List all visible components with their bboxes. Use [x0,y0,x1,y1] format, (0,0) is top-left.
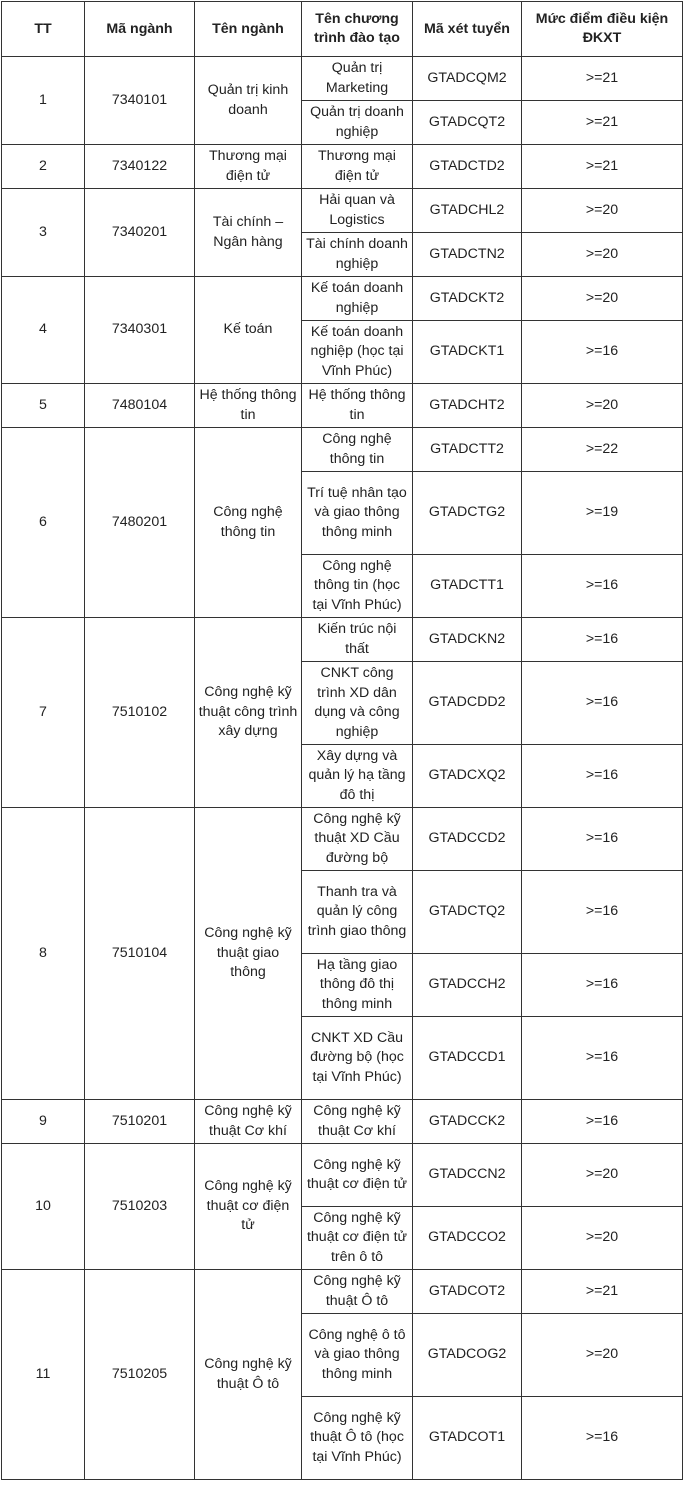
program-name: Công nghệ kỹ thuật XD Cầu đường bộ [302,808,413,871]
row-number: 11 [2,1270,85,1480]
admission-code: GTADCOT1 [413,1397,522,1480]
min-score: >=16 [522,618,683,662]
header-major-code: Mã ngành [85,2,195,57]
min-score: >=16 [522,1100,683,1144]
program-name: Hệ thống thông tin [302,384,413,428]
table-row [2,384,683,428]
admission-code: GTADCTT2 [413,428,522,472]
min-score: >=22 [522,428,683,472]
program-name: Tài chính doanh nghiệp [302,233,413,277]
admission-code: GTADCQM2 [413,57,522,101]
min-score: >=21 [522,1270,683,1314]
header-major-name: Tên ngành [195,2,302,57]
min-score: >=21 [522,101,683,145]
min-score: >=20 [522,1207,683,1270]
major-name: Công nghệ kỹ thuật giao thông [195,808,302,1100]
admission-code: GTADCHL2 [413,189,522,233]
program-name: Hải quan và Logistics [302,189,413,233]
admission-table [1,1,683,1480]
major-code: 7340101 [85,57,195,145]
admission-code: GTADCOT2 [413,1270,522,1314]
admission-code: GTADCQT2 [413,101,522,145]
min-score: >=20 [522,384,683,428]
major-name: Tài chính – Ngân hàng [195,189,302,277]
program-name: CNKT XD Cầu đường bộ (học tại Vĩnh Phúc) [302,1017,413,1100]
table-body [2,57,683,1480]
min-score: >=16 [522,662,683,745]
program-name: Kế toán doanh nghiệp [302,277,413,321]
major-code: 7510203 [85,1144,195,1270]
row-number: 2 [2,145,85,189]
program-name: Thương mại điện tử [302,145,413,189]
admission-code: GTADCKT2 [413,277,522,321]
admission-code: GTADCXQ2 [413,745,522,808]
admission-code: GTADCKT1 [413,321,522,384]
program-name: Kế toán doanh nghiệp (học tại Vĩnh Phúc) [302,321,413,384]
admission-code: GTADCTG2 [413,472,522,555]
program-name: Công nghệ kỹ thuật Cơ khí [302,1100,413,1144]
program-name: Quản trị Marketing [302,57,413,101]
min-score: >=21 [522,145,683,189]
admission-code: GTADCTT1 [413,555,522,618]
program-name: Thanh tra và quản lý công trình giao thông [302,871,413,954]
admission-code: GTADCCD1 [413,1017,522,1100]
header-row [2,2,683,57]
header-admission-code: Mã xét tuyển [413,2,522,57]
table-row [2,277,683,321]
major-code: 7510201 [85,1100,195,1144]
table-row [2,1100,683,1144]
program-name: Xây dựng và quản lý hạ tầng đô thị [302,745,413,808]
major-code: 7510102 [85,618,195,808]
min-score: >=20 [522,1314,683,1397]
major-code: 7340301 [85,277,195,384]
admission-code: GTADCHT2 [413,384,522,428]
header-program-name: Tên chương trình đào tạo [302,2,413,57]
row-number: 8 [2,808,85,1100]
program-name: Kiến trúc nội thất [302,618,413,662]
program-name: Công nghệ thông tin [302,428,413,472]
program-name: Công nghệ ô tô và giao thông thông minh [302,1314,413,1397]
min-score: >=16 [522,321,683,384]
program-name: Hạ tầng giao thông đô thị thông minh [302,954,413,1017]
min-score: >=20 [522,233,683,277]
min-score: >=16 [522,954,683,1017]
row-number: 7 [2,618,85,808]
program-name: CNKT công trình XD dân dụng và công nghiệp [302,662,413,745]
min-score: >=16 [522,808,683,871]
row-number: 5 [2,384,85,428]
major-code: 7340201 [85,189,195,277]
admission-code: GTADCCD2 [413,808,522,871]
program-name: Trí tuệ nhân tạo và giao thông thông minh [302,472,413,555]
program-name: Quản trị doanh nghiệp [302,101,413,145]
min-score: >=16 [522,1017,683,1100]
min-score: >=16 [522,871,683,954]
admission-code: GTADCTD2 [413,145,522,189]
row-number: 10 [2,1144,85,1270]
row-number: 9 [2,1100,85,1144]
program-name: Công nghệ kỹ thuật cơ điện tử trên ô tô [302,1207,413,1270]
table-row [2,808,683,871]
min-score: >=19 [522,472,683,555]
major-code: 7480104 [85,384,195,428]
major-name: Kế toán [195,277,302,384]
table-row [2,618,683,662]
major-name: Công nghệ kỹ thuật công trình xây dựng [195,618,302,808]
program-name: Công nghệ thông tin (học tại Vĩnh Phúc) [302,555,413,618]
admission-code: GTADCOG2 [413,1314,522,1397]
admission-code: GTADCCN2 [413,1144,522,1207]
table-row [2,1270,683,1314]
table-row [2,145,683,189]
major-name: Công nghệ kỹ thuật Cơ khí [195,1100,302,1144]
table-row [2,57,683,101]
major-name: Công nghệ thông tin [195,428,302,618]
row-number: 1 [2,57,85,145]
min-score: >=20 [522,189,683,233]
row-number: 3 [2,189,85,277]
major-name: Công nghệ kỹ thuật cơ điện tử [195,1144,302,1270]
major-code: 7510104 [85,808,195,1100]
table-row [2,189,683,233]
program-name: Công nghệ kỹ thuật cơ điện tử [302,1144,413,1207]
header-min-score: Mức điểm điều kiện ĐKXT [522,2,683,57]
table-row [2,428,683,472]
major-name: Quản trị kinh doanh [195,57,302,145]
row-number: 4 [2,277,85,384]
admission-code: GTADCCO2 [413,1207,522,1270]
admission-code: GTADCTQ2 [413,871,522,954]
major-code: 7480201 [85,428,195,618]
admission-code: GTADCCK2 [413,1100,522,1144]
major-name: Thương mại điện tử [195,145,302,189]
min-score: >=20 [522,277,683,321]
major-name: Công nghệ kỹ thuật Ô tô [195,1270,302,1480]
min-score: >=21 [522,57,683,101]
min-score: >=20 [522,1144,683,1207]
program-name: Công nghệ kỹ thuật Ô tô [302,1270,413,1314]
admission-code: GTADCKN2 [413,618,522,662]
admission-code: GTADCCH2 [413,954,522,1017]
admission-code: GTADCDD2 [413,662,522,745]
min-score: >=16 [522,555,683,618]
major-name: Hệ thống thông tin [195,384,302,428]
table-row [2,1144,683,1207]
header-tt: TT [2,2,85,57]
min-score: >=16 [522,745,683,808]
admission-code: GTADCTN2 [413,233,522,277]
major-code: 7510205 [85,1270,195,1480]
program-name: Công nghệ kỹ thuật Ô tô (học tại Vĩnh Phúc) [302,1397,413,1480]
major-code: 7340122 [85,145,195,189]
min-score: >=16 [522,1397,683,1480]
row-number: 6 [2,428,85,618]
